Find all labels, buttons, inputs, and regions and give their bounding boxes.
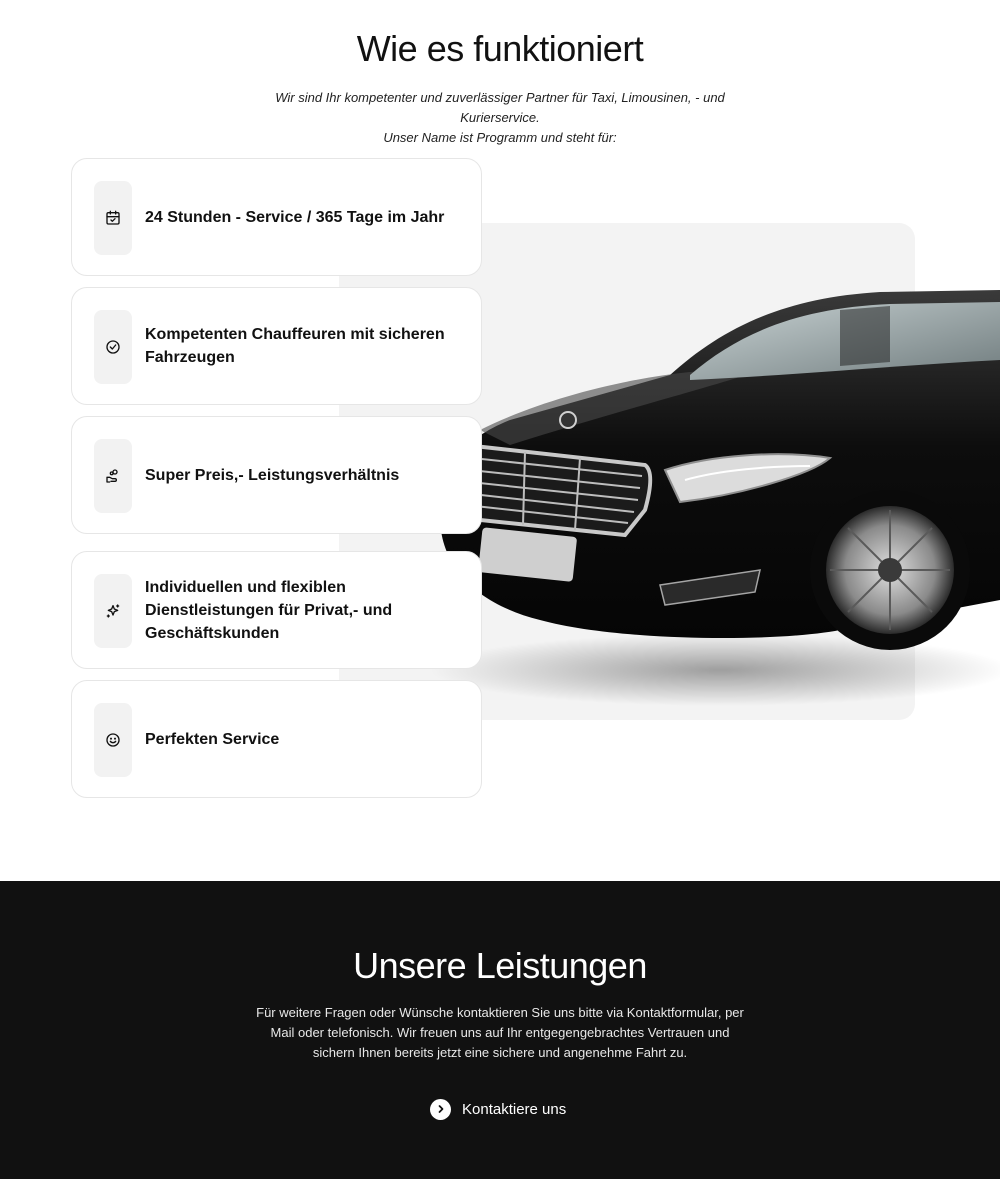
- feature-label: Individuellen und flexiblen Dienstleistungen für Privat,- und Geschäftskunden: [145, 578, 393, 642]
- feature-label: Kompetenten Chauffeuren mit sicheren Fahrzeugen: [145, 326, 445, 366]
- feature-label: Perfekten Service: [145, 730, 280, 748]
- feature-card-availability: [71, 158, 482, 276]
- sparkles-icon: [105, 603, 121, 619]
- subtitle-line-1: Wir sind Ihr kompetenter und zuverlässiger Partner für Taxi, Limousinen, - und Kurierservice.: [275, 90, 725, 125]
- feature-icon-box: [94, 181, 132, 255]
- services-title: Unsere Leistungen: [353, 945, 647, 986]
- black-limousine-image: [420, 270, 1000, 710]
- smile-icon: [105, 732, 121, 748]
- feature-card-price: [71, 416, 482, 534]
- how-it-works-subtitle: [240, 88, 760, 148]
- chevron-right-icon: [430, 1099, 451, 1120]
- feature-card-chauffeurs: [71, 287, 482, 405]
- feature-card-flexible: [71, 551, 482, 669]
- how-it-works-title: Wie es funktioniert: [356, 28, 644, 69]
- feature-icon-box: [94, 310, 132, 384]
- feature-icon-box: [94, 574, 132, 648]
- calendar-check-icon: [105, 210, 121, 226]
- feature-label: Super Preis,- Leistungsverhältnis: [145, 466, 400, 484]
- feature-card-service: [71, 680, 482, 798]
- badge-check-icon: [105, 339, 121, 355]
- hand-coins-icon: [105, 468, 121, 484]
- services-description: Für weitere Fragen oder Wünsche kontaktieren Sie uns bitte via Kontaktformular, per Mail oder telefonisch. Wir freuen uns auf Ihr entgegengebrachtes Vertrauen und sichern Ihnen bereits jetzt eine sichere und angenehme Fahrt zu.: [256, 1005, 744, 1060]
- services-section: [0, 881, 1000, 1179]
- contact-button-label: Kontaktiere uns: [462, 1100, 567, 1118]
- feature-icon-box: [94, 703, 132, 777]
- feature-label: 24 Stunden - Service / 365 Tage im Jahr: [145, 208, 445, 226]
- feature-icon-box: [94, 439, 132, 513]
- contact-button[interactable]: [430, 1097, 566, 1121]
- subtitle-line-2: Unser Name ist Programm und steht für:: [383, 130, 617, 145]
